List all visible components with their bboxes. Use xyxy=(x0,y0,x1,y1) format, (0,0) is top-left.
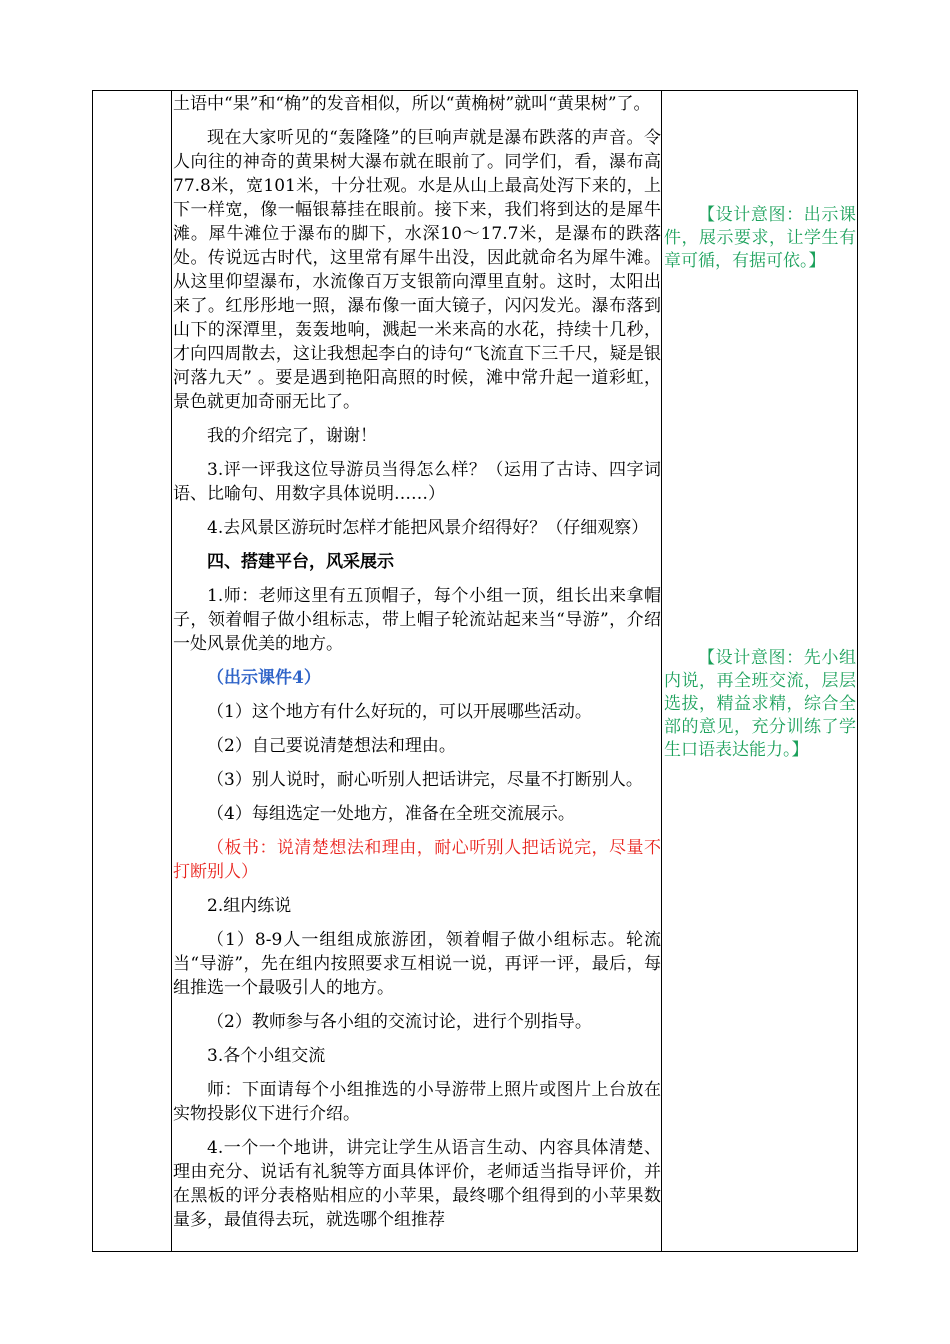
requirement-4: （4）每组选定一处地方，准备在全班交流展示。 xyxy=(207,804,575,824)
paragraph-tree-name: 土语中“果”和“桷”的发音相似，所以“黄桷树”就叫“黄果树”了。 xyxy=(173,94,651,114)
paragraph-evaluate-guide: 3.评一评我这位导游员当得怎么样？（运用了古诗、四字词语、比喻句、用数字具体说明……） xyxy=(173,460,661,504)
column-divider-right xyxy=(661,91,662,1251)
step-heading-group-practice: 2.组内练说 xyxy=(207,896,292,916)
requirement-2: （2）自己要说清楚想法和理由。 xyxy=(207,736,456,756)
design-intent-note-2 xyxy=(664,647,856,762)
paragraph-evaluation-process: 4.一个一个地讲，讲完让学生从语言生动、内容具体清楚、理由充分、说话有礼貌等方面具体评价，老师适当指导评价，并在黑板的评分表格贴相应的小苹果，最终哪个组得到的小苹果数量多，最值得去玩，就选哪个组推荐 xyxy=(173,1138,661,1230)
paragraph-waterfall-intro: 现在大家听见的“轰隆隆”的巨响声就是瀑布跌落的声音。令人向往的神奇的黄果树大瀑布就在眼前了。同学们，看，瀑布高77.8米，宽101米，十分壮观。水是从山上最高处泻下来的，上下一样宽，像一幅银幕挂在眼前。接下来，我们将到达的是犀牛滩。犀牛滩位于瀑布的脚下，水深10～17.7米，是瀑布的跌落处。传说远古时代，这里常有犀牛出没，因此就命名为犀牛滩。从这里仰望瀑布，水流像百万支银箭向潭里直射。这时，太阳出来了。红彤彤地一照，瀑布像一面大镜子，闪闪发光。瀑布落到山下的深潭里，轰轰地响，溅起一米来高的水花，持续十几秒，才向四周散去，这让我想起李白的诗句“飞流直下三千尺，疑是银河落九天” 。要是遇到艳阳高照的时候，滩中常升起一道彩虹，景色就更加奇丽无比了。 xyxy=(173,128,661,412)
group-practice-2: （2）教师参与各小组的交流讨论，进行个别指导。 xyxy=(207,1012,592,1032)
requirement-3: （3）别人说时，耐心听别人把话讲完，尽量不打断别人。 xyxy=(207,770,643,790)
lesson-plan-table xyxy=(92,90,858,1252)
section-heading-4: 四、搭建平台，风采展示 xyxy=(207,552,394,572)
courseware-note: （出示课件4） xyxy=(207,668,321,688)
paragraph-how-to-introduce: 4.去风景区游玩时怎样才能把风景介绍得好？（仔细观察） xyxy=(207,518,649,538)
design-intent-note-1 xyxy=(664,204,856,273)
column-divider-left xyxy=(171,91,172,1251)
requirement-1: （1）这个地方有什么好玩的，可以开展哪些活动。 xyxy=(207,702,592,722)
paragraph-five-hats: 1.师：老师这里有五顶帽子，每个小组一顶，组长出来拿帽子，领着帽子做小组标志，带上帽子轮流站起来当“导游”，介绍一处风景优美的地方。 xyxy=(173,586,661,654)
blackboard-note: （板书：说清楚想法和理由，耐心听别人把话说完，尽量不打断别人） xyxy=(173,838,661,882)
teaching-process-column xyxy=(173,91,661,1232)
group-practice-1: （1）8-9人一组组成旅游团，领着帽子做小组标志。轮流当“导游”，先在组内按照要求互相说一说，再评一评，最后，每组推选一个最吸引人的地方。 xyxy=(173,930,661,998)
step-heading-group-exchange: 3.各个小组交流 xyxy=(207,1046,326,1066)
design-intent-text-1: 【设计意图：出示课件，展示要求，让学生有章可循，有据可依。】 xyxy=(664,205,856,271)
paragraph-teacher-instruction: 师：下面请每个小组推选的小导游带上照片或图片上台放在实物投影仪下进行介绍。 xyxy=(173,1080,661,1124)
design-intent-text-2: 【设计意图：先小组内说，再全班交流，层层选拔，精益求精，综合全部的意见，充分训练了学生口语表达能力。】 xyxy=(664,648,856,760)
paragraph-thanks: 我的介绍完了，谢谢！ xyxy=(207,426,377,446)
